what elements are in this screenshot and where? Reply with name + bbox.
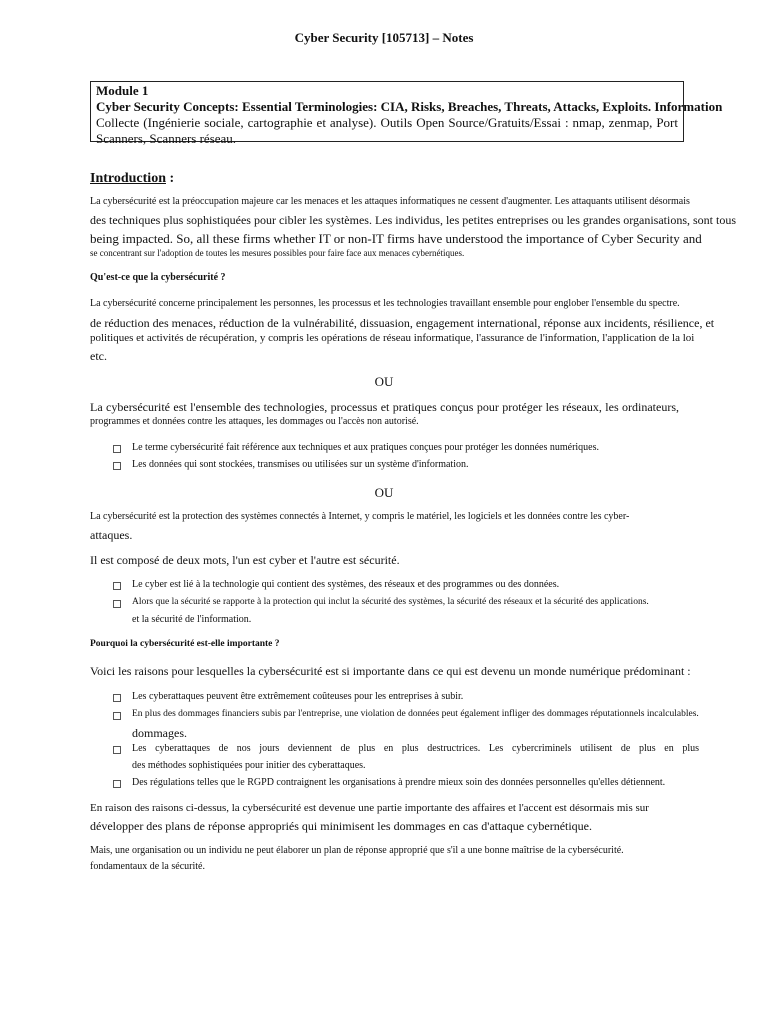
module-box	[90, 81, 723, 146]
intro-line-4: se concentrant sur l'adoption de toutes les mesures possibles pour faire face aux menaces cybernétiques.	[90, 248, 465, 258]
checkbox-bullet-icon	[113, 445, 121, 453]
why-heading: Pourquoi la cybersécurité est-elle importante ?	[90, 639, 280, 649]
conclusion-line-2: développer des plans de réponse appropriés qui minimisent les dommages en cas d'attaque cybernétique.	[90, 819, 593, 833]
final-line-1: Mais, une organisation ou un individu ne peut élaborer un plan de réponse approprié que s'il a une bonne maîtrise de la cybersécurité.	[90, 845, 624, 856]
definition-3-line-1: La cybersécurité est la protection des systèmes connectés à Internet, y compris le matériel, les logiciels et les données contre les cyber-	[90, 511, 630, 522]
why-bullet-1: Les cyberattaques peuvent être extrêmement coûteuses pour les entreprises à subir.	[132, 691, 464, 702]
introduction-heading-text: Introduction	[90, 171, 166, 186]
bullet-security: Alors que la sécurité se rapporte à la protection qui inclut la sécurité des systèmes, la sécurité des réseaux et la sécurité des applications.	[132, 597, 649, 607]
intro-line-2: des techniques plus sophistiquées pour cibler les systèmes. Les individus, les petites entreprises ou les grandes organisations, sont tous	[90, 213, 737, 227]
why-intro: Voici les raisons pour lesquelles la cybersécurité est si importante dans ce qui est devenu un monde numérique prédominant :	[90, 664, 691, 678]
checkbox-bullet-icon	[113, 712, 121, 720]
composed-sentence: Il est composé de deux mots, l'un est cyber et l'autre est sécurité.	[90, 553, 400, 567]
definition-2-line-1: La cybersécurité est l'ensemble des technologies, processus et pratiques conçus pour protéger les réseaux, les ordinateurs,	[90, 400, 679, 414]
why-bullet-3: Les cyberattaques de nos jours deviennent de plus en plus destructrices. Les cybercriminels utilisent de plus en plus	[132, 743, 699, 754]
what-is-line-3: politiques et activités de récupération, y compris les opérations de réseau informatique, l'assurance de l'information, l'application de la loi	[90, 332, 695, 344]
why-bullet-4: Des régulations telles que le RGPD contraignent les organisations à prendre mieux soin des données personnelles qu'elles détiennent.	[132, 777, 666, 788]
what-is-line-1: La cybersécurité concerne principalement les personnes, les processus et les technologies travaillant ensemble pour englober l'ensemble du spectre.	[90, 298, 680, 309]
definition-2-line-2: programmes et données contre les attaques, les dommages ou l'accès non autorisé.	[90, 416, 419, 427]
what-is-line-4: etc.	[90, 349, 107, 363]
introduction-heading-colon: :	[165, 171, 175, 186]
checkbox-bullet-icon	[113, 746, 121, 754]
bullet-cyber: Le cyber est lié à la technologie qui contient des systèmes, des réseaux et des programmes ou des données.	[132, 579, 560, 590]
module-description: Collecte (Ingénierie sociale, cartographie et analyse). Outils Open Source/Gratuits/Essai : nmap, zenmap, Port Scanners, Scanners réseau.	[96, 115, 678, 146]
why-bullet-2-cont: dommages.	[132, 726, 187, 740]
checkbox-bullet-icon	[113, 582, 121, 590]
checkbox-bullet-icon	[113, 694, 121, 702]
what-is-line-2: de réduction des menaces, réduction de la vulnérabilité, dissuasion, engagement international, réponse aux incidents, résilience, et	[90, 316, 715, 330]
checkbox-bullet-icon	[113, 462, 121, 470]
what-is-heading: Qu'est-ce que la cybersécurité ?	[90, 272, 226, 283]
or-separator-1: OU	[374, 374, 394, 389]
introduction-heading	[90, 171, 174, 187]
bullet-term-definition: Le terme cybersécurité fait référence aux techniques et aux pratiques conçues pour protéger les données numériques.	[132, 442, 600, 453]
or-separator-2: OU	[374, 485, 394, 500]
conclusion-line-1: En raison des raisons ci-dessus, la cybersécurité est devenue une partie importante des affaires et l'accent est désormais mis sur	[90, 802, 649, 814]
definition-3-line-2: attaques.	[90, 528, 133, 542]
bullet-security-cont: et la sécurité de l'information.	[132, 614, 252, 625]
document-title: Cyber Security [105713] – Notes	[294, 30, 474, 45]
module-label: Module 1	[96, 83, 149, 98]
intro-line-1: La cybersécurité est la préoccupation majeure car les menaces et les attaques informatiques ne cessent d'augmenter. Les attaquants utilisent désormais	[90, 196, 690, 207]
why-bullet-3-cont: des méthodes sophistiquées pour initier des cyberattaques.	[132, 760, 366, 771]
why-bullet-2: En plus des dommages financiers subis par l'entreprise, une violation de données peut également infliger des dommages réputationnels incalculables.	[132, 709, 699, 719]
bullet-data-stored: Les données qui sont stockées, transmises ou utilisées sur un système d'information.	[132, 459, 469, 470]
module-concepts: Cyber Security Concepts: Essential Terminologies: CIA, Risks, Breaches, Threats, Attacks, Exploits. Information	[96, 99, 723, 114]
final-line-2: fondamentaux de la sécurité.	[90, 861, 205, 872]
intro-line-3: being impacted. So, all these firms whether IT or non-IT firms have understood the importance of Cyber Security and	[90, 231, 702, 246]
checkbox-bullet-icon	[113, 780, 121, 788]
checkbox-bullet-icon	[113, 600, 121, 608]
